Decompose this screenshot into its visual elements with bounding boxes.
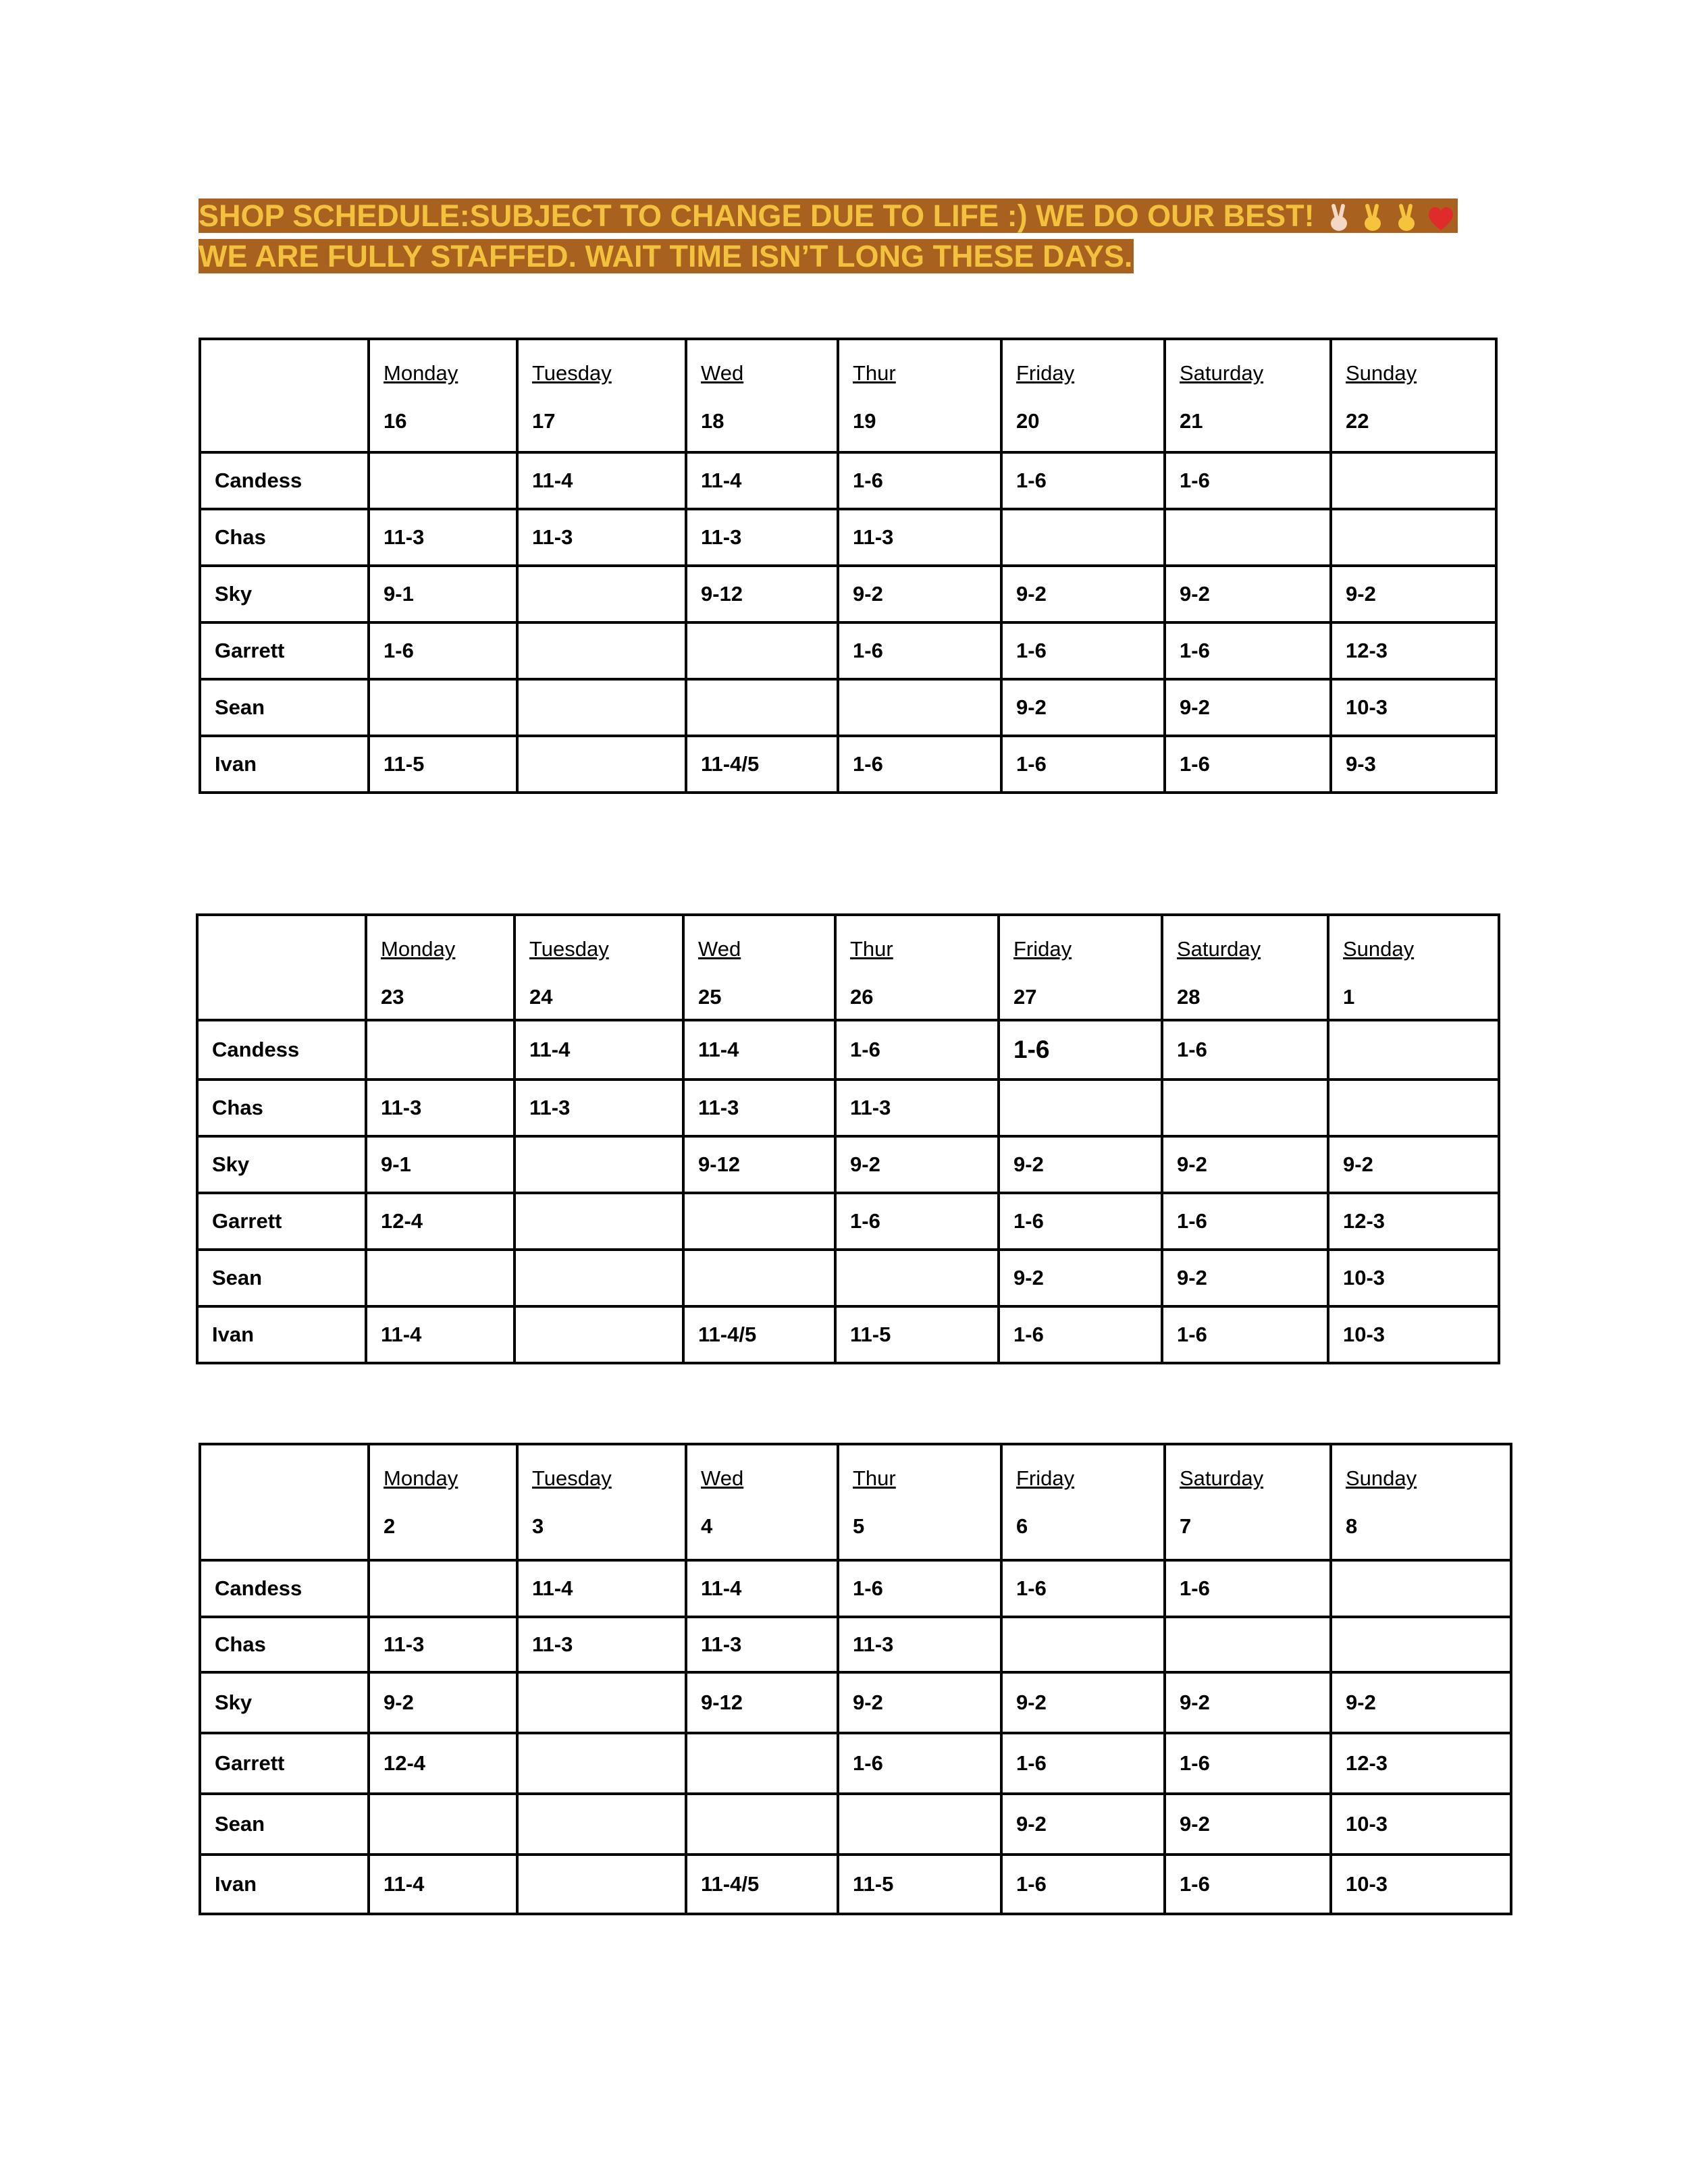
shift-cell: 1-6 [999, 1306, 1162, 1363]
shift-cell: 1-6 [1165, 1855, 1331, 1914]
shift-cell: 1-6 [835, 1193, 999, 1250]
shift-cell: 11-4 [515, 1020, 683, 1080]
shift-cell: 11-4/5 [686, 1855, 838, 1914]
employee-name: Sean [200, 1794, 369, 1855]
shift-cell: 1-6 [1165, 1733, 1331, 1794]
shift-cell: 1-6 [1001, 452, 1165, 509]
shift-cell: 1-6 [1001, 1560, 1165, 1617]
day-name: Sunday [1343, 937, 1415, 961]
shift-cell: 10-3 [1328, 1306, 1499, 1363]
day-number: 23 [381, 985, 404, 1009]
day-number: 21 [1180, 409, 1203, 433]
day-header [999, 915, 1162, 1020]
shift-cell [1328, 1020, 1499, 1080]
schedule-table-week-1 [199, 338, 1498, 794]
red-heart-icon [1425, 203, 1456, 233]
shift-cell: 10-3 [1331, 1855, 1511, 1914]
shift-cell: 12-3 [1328, 1193, 1499, 1250]
table-row [197, 1080, 1499, 1136]
schedule-table-week-2 [196, 913, 1500, 1364]
shift-cell [369, 1560, 517, 1617]
day-header [686, 339, 838, 452]
shift-cell: 9-2 [1001, 1672, 1165, 1733]
day-number: 20 [1016, 409, 1040, 433]
corner-cell [200, 339, 369, 452]
day-header [1165, 1444, 1331, 1560]
shift-cell: 1-6 [1001, 1855, 1165, 1914]
shift-cell: 11-3 [369, 509, 517, 566]
shift-cell: 11-4/5 [683, 1306, 835, 1363]
shift-cell: 11-3 [369, 1617, 517, 1672]
day-number: 1 [1343, 985, 1355, 1009]
day-number: 4 [701, 1514, 713, 1538]
shift-cell: 11-5 [835, 1306, 999, 1363]
day-name: Wed [701, 1466, 744, 1490]
shift-cell: 1-6 [838, 622, 1001, 679]
shift-cell [369, 1794, 517, 1855]
day-number: 26 [850, 985, 874, 1009]
employee-name: Candess [197, 1020, 366, 1080]
employee-name: Sky [200, 1672, 369, 1733]
day-header [515, 915, 683, 1020]
shift-cell: 9-12 [686, 1672, 838, 1733]
shift-cell [686, 1733, 838, 1794]
shift-cell: 10-3 [1331, 1794, 1511, 1855]
day-name: Saturday [1180, 361, 1264, 385]
table-row [200, 452, 1496, 509]
day-number: 17 [532, 409, 556, 433]
day-number: 16 [384, 409, 407, 433]
schedule-table-week-3 [199, 1443, 1512, 1915]
day-number: 25 [698, 985, 722, 1009]
shift-cell: 12-3 [1331, 622, 1496, 679]
day-name: Wed [698, 937, 741, 961]
shift-cell: 11-4 [686, 1560, 838, 1617]
day-name: Sunday [1346, 1466, 1417, 1490]
shift-cell [517, 736, 686, 793]
shift-cell [1331, 509, 1496, 566]
shift-cell [366, 1020, 515, 1080]
shift-cell [517, 1733, 686, 1794]
shift-cell: 11-5 [838, 1855, 1001, 1914]
day-name: Sunday [1346, 361, 1417, 385]
shift-cell: 9-2 [1328, 1136, 1499, 1193]
shift-cell: 1-6 [1165, 622, 1331, 679]
employee-name: Chas [197, 1080, 366, 1136]
day-number: 5 [853, 1514, 865, 1538]
shift-cell: 11-3 [835, 1080, 999, 1136]
shift-cell: 1-6 [1162, 1306, 1328, 1363]
employee-name: Garrett [200, 622, 369, 679]
shift-cell [683, 1250, 835, 1306]
victory-hand-icon [1358, 203, 1388, 233]
day-header [369, 1444, 517, 1560]
day-number: 7 [1180, 1514, 1192, 1538]
shift-cell [1328, 1080, 1499, 1136]
shift-cell [999, 1020, 1162, 1080]
shift-cell: 9-2 [1331, 566, 1496, 622]
shift-cell: 11-3 [838, 1617, 1001, 1672]
shift-cell: 11-3 [838, 509, 1001, 566]
shift-cell: 12-4 [369, 1733, 517, 1794]
day-name: Saturday [1180, 1466, 1264, 1490]
table-row [197, 1250, 1499, 1306]
shift-value: 1-6 [1013, 1036, 1050, 1063]
shift-cell: 11-3 [517, 509, 686, 566]
employee-name: Candess [200, 452, 369, 509]
shift-cell: 1-6 [838, 736, 1001, 793]
shift-cell: 1-6 [1165, 452, 1331, 509]
shift-cell [683, 1193, 835, 1250]
shift-cell: 1-6 [1001, 622, 1165, 679]
shift-cell: 1-6 [1165, 1560, 1331, 1617]
shift-cell [838, 1794, 1001, 1855]
day-number: 8 [1346, 1514, 1358, 1538]
shift-cell [1331, 1560, 1511, 1617]
shift-cell [835, 1250, 999, 1306]
day-name: Thur [853, 1466, 896, 1490]
day-header [369, 339, 517, 452]
shift-cell: 11-3 [686, 509, 838, 566]
day-number: 6 [1016, 1514, 1028, 1538]
shift-cell: 9-2 [1165, 566, 1331, 622]
table-row [200, 509, 1496, 566]
table-row [197, 1020, 1499, 1080]
day-header [1001, 339, 1165, 452]
shift-cell: 11-4/5 [686, 736, 838, 793]
shift-cell [515, 1250, 683, 1306]
shift-cell [686, 679, 838, 736]
banner-text-2: WE ARE FULLY STAFFED. WAIT TIME ISN’T LONG THESE DAYS. [199, 239, 1133, 273]
shift-cell: 11-3 [517, 1617, 686, 1672]
shift-cell [838, 679, 1001, 736]
shift-cell: 11-3 [366, 1080, 515, 1136]
shift-cell: 9-2 [1001, 566, 1165, 622]
day-header [683, 915, 835, 1020]
schedule-banner [199, 196, 1458, 277]
shift-cell [369, 452, 517, 509]
employee-name: Ivan [200, 1855, 369, 1914]
day-name: Monday [384, 361, 458, 385]
table-row [200, 1560, 1511, 1617]
shift-cell [515, 1136, 683, 1193]
day-number: 3 [532, 1514, 544, 1538]
shift-cell [1165, 509, 1331, 566]
shift-cell: 1-6 [838, 452, 1001, 509]
table-row [200, 1617, 1511, 1672]
shift-cell [686, 622, 838, 679]
shift-cell: 9-2 [1001, 679, 1165, 736]
shift-cell: 11-3 [515, 1080, 683, 1136]
day-header [1331, 339, 1496, 452]
shift-cell: 11-4 [366, 1306, 515, 1363]
employee-name: Candess [200, 1560, 369, 1617]
day-header [838, 1444, 1001, 1560]
shift-cell: 1-6 [1001, 1733, 1165, 1794]
day-header [686, 1444, 838, 1560]
header-row [197, 915, 1499, 1020]
shift-cell: 1-6 [838, 1560, 1001, 1617]
shift-cell [1162, 1080, 1328, 1136]
day-header [835, 915, 999, 1020]
day-name: Tuesday [532, 1466, 612, 1490]
header-row [200, 1444, 1511, 1560]
shift-cell: 9-2 [838, 566, 1001, 622]
shift-cell: 1-6 [999, 1193, 1162, 1250]
day-header [1328, 915, 1499, 1020]
day-name: Friday [1016, 1466, 1075, 1490]
shift-cell [515, 1193, 683, 1250]
day-header [517, 339, 686, 452]
employee-name: Garrett [197, 1193, 366, 1250]
corner-cell [200, 1444, 369, 1560]
employee-name: Sky [200, 566, 369, 622]
shift-cell: 10-3 [1328, 1250, 1499, 1306]
header-row [200, 339, 1496, 452]
day-header [1001, 1444, 1165, 1560]
employee-name: Ivan [200, 736, 369, 793]
shift-cell: 11-4 [517, 452, 686, 509]
shift-cell: 9-2 [369, 1672, 517, 1733]
victory-hand-icon [1324, 203, 1354, 233]
day-name: Friday [1013, 937, 1072, 961]
day-name: Thur [853, 361, 896, 385]
banner-text-1: SHOP SCHEDULE:SUBJECT TO CHANGE DUE TO LIFE :) WE DO OUR BEST! [199, 198, 1315, 233]
day-number: 24 [529, 985, 553, 1009]
shift-cell: 9-2 [999, 1136, 1162, 1193]
day-number: 18 [701, 409, 724, 433]
shift-cell [517, 1672, 686, 1733]
shift-cell: 9-1 [369, 566, 517, 622]
shift-cell: 9-2 [838, 1672, 1001, 1733]
shift-cell [517, 622, 686, 679]
shift-cell: 1-6 [1165, 736, 1331, 793]
shift-cell: 9-2 [1165, 679, 1331, 736]
shift-cell: 1-6 [838, 1733, 1001, 1794]
employee-name: Chas [200, 509, 369, 566]
day-header [1162, 915, 1328, 1020]
day-name: Tuesday [529, 937, 609, 961]
shift-cell [1165, 1617, 1331, 1672]
day-header [1165, 339, 1331, 452]
shift-cell: 9-1 [366, 1136, 515, 1193]
day-number: 19 [853, 409, 876, 433]
day-name: Monday [381, 937, 456, 961]
shift-cell: 9-3 [1331, 736, 1496, 793]
shift-cell: 11-4 [683, 1020, 835, 1080]
shift-cell: 9-2 [1162, 1136, 1328, 1193]
table-row [200, 1855, 1511, 1914]
shift-cell: 12-3 [1331, 1733, 1511, 1794]
day-number: 2 [384, 1514, 396, 1538]
shift-cell: 1-6 [1162, 1020, 1328, 1080]
shift-cell: 9-2 [999, 1250, 1162, 1306]
shift-cell: 11-4 [517, 1560, 686, 1617]
shift-cell: 9-2 [1162, 1250, 1328, 1306]
shift-cell: 9-2 [1165, 1672, 1331, 1733]
shift-cell: 9-12 [686, 566, 838, 622]
shift-cell [515, 1306, 683, 1363]
day-name: Saturday [1177, 937, 1261, 961]
day-header [366, 915, 515, 1020]
table-row [200, 736, 1496, 793]
shift-cell [517, 1855, 686, 1914]
day-number: 27 [1013, 985, 1037, 1009]
day-number: 22 [1346, 409, 1369, 433]
employee-name: Garrett [200, 1733, 369, 1794]
shift-cell [1331, 452, 1496, 509]
day-name: Monday [384, 1466, 458, 1490]
shift-cell [1001, 1617, 1165, 1672]
employee-name: Sean [197, 1250, 366, 1306]
table-row [200, 1672, 1511, 1733]
shift-cell: 9-12 [683, 1136, 835, 1193]
shift-cell [517, 566, 686, 622]
shift-cell: 12-4 [366, 1193, 515, 1250]
shift-cell [517, 679, 686, 736]
shift-cell: 9-2 [835, 1136, 999, 1193]
shift-cell: 11-4 [686, 452, 838, 509]
shift-cell: 1-6 [369, 622, 517, 679]
shift-cell: 1-6 [1162, 1193, 1328, 1250]
employee-name: Sky [197, 1136, 366, 1193]
banner-line-1 [199, 196, 1458, 236]
table-row [197, 1136, 1499, 1193]
employee-name: Chas [200, 1617, 369, 1672]
emoji-group [1324, 203, 1456, 233]
day-header [517, 1444, 686, 1560]
table-row [200, 1733, 1511, 1794]
day-header [838, 339, 1001, 452]
shift-cell [369, 679, 517, 736]
day-name: Friday [1016, 361, 1075, 385]
day-name: Wed [701, 361, 744, 385]
shift-cell: 11-3 [686, 1617, 838, 1672]
employee-name: Ivan [197, 1306, 366, 1363]
table-row [200, 622, 1496, 679]
shift-cell [686, 1794, 838, 1855]
banner-line-2 [199, 236, 1458, 277]
victory-hand-icon [1392, 203, 1421, 233]
day-name: Tuesday [532, 361, 612, 385]
shift-cell: 11-4 [369, 1855, 517, 1914]
day-number: 28 [1177, 985, 1201, 1009]
shift-cell: 9-2 [1001, 1794, 1165, 1855]
shift-cell [1001, 509, 1165, 566]
shift-cell [999, 1080, 1162, 1136]
day-header [1331, 1444, 1511, 1560]
shift-cell: 11-5 [369, 736, 517, 793]
table-row [197, 1193, 1499, 1250]
shift-cell: 11-3 [683, 1080, 835, 1136]
employee-name: Sean [200, 679, 369, 736]
table-row [200, 566, 1496, 622]
shift-cell: 10-3 [1331, 679, 1496, 736]
day-name: Thur [850, 937, 893, 961]
shift-cell [517, 1794, 686, 1855]
corner-cell [197, 915, 366, 1020]
table-row [200, 1794, 1511, 1855]
shift-cell: 1-6 [835, 1020, 999, 1080]
shift-cell [366, 1250, 515, 1306]
table-row [200, 679, 1496, 736]
shift-cell: 1-6 [1001, 736, 1165, 793]
table-row [197, 1306, 1499, 1363]
shift-cell [1331, 1617, 1511, 1672]
shift-cell: 9-2 [1165, 1794, 1331, 1855]
shift-cell: 9-2 [1331, 1672, 1511, 1733]
